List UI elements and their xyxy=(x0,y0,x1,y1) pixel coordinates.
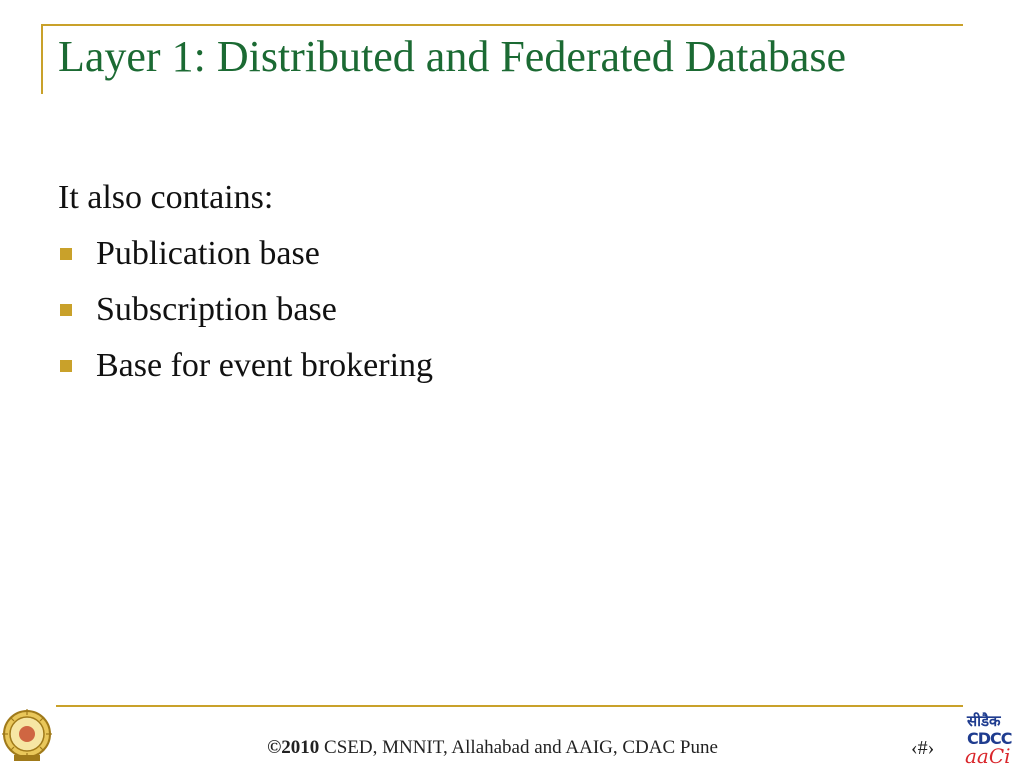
credits-text: CSED, MNNIT, Allahabad and AAIG, CDAC Pune xyxy=(319,737,718,758)
square-bullet-icon xyxy=(60,248,72,260)
copyright-year: ©2010 xyxy=(267,737,320,758)
footer-accent-line xyxy=(56,705,963,707)
bullet-text: Subscription base xyxy=(96,291,337,328)
slide-body xyxy=(58,170,938,394)
slide-title: Layer 1: Distributed and Federated Database xyxy=(58,32,847,81)
left-accent-line xyxy=(41,24,43,94)
intro-text: It also contains: xyxy=(58,179,274,216)
bullet-list xyxy=(58,226,938,394)
top-accent-line xyxy=(42,24,963,26)
logo-line-aaci: aaCi xyxy=(965,744,1011,766)
bullet-text: Publication base xyxy=(96,235,320,272)
square-bullet-icon xyxy=(60,360,72,372)
bullet-item xyxy=(58,338,938,394)
cdac-aaci-logo-icon xyxy=(963,710,1021,766)
bullet-text: Base for event brokering xyxy=(96,347,434,384)
bullet-item xyxy=(58,226,938,282)
footer-credits xyxy=(0,737,985,759)
square-bullet-icon xyxy=(60,304,72,316)
bullet-item xyxy=(58,282,938,338)
slide-number: ‹#› xyxy=(911,737,935,759)
logo-line-cdac: CDCC xyxy=(967,729,1012,748)
logo-line-hindi: सीडैक xyxy=(967,712,1001,730)
